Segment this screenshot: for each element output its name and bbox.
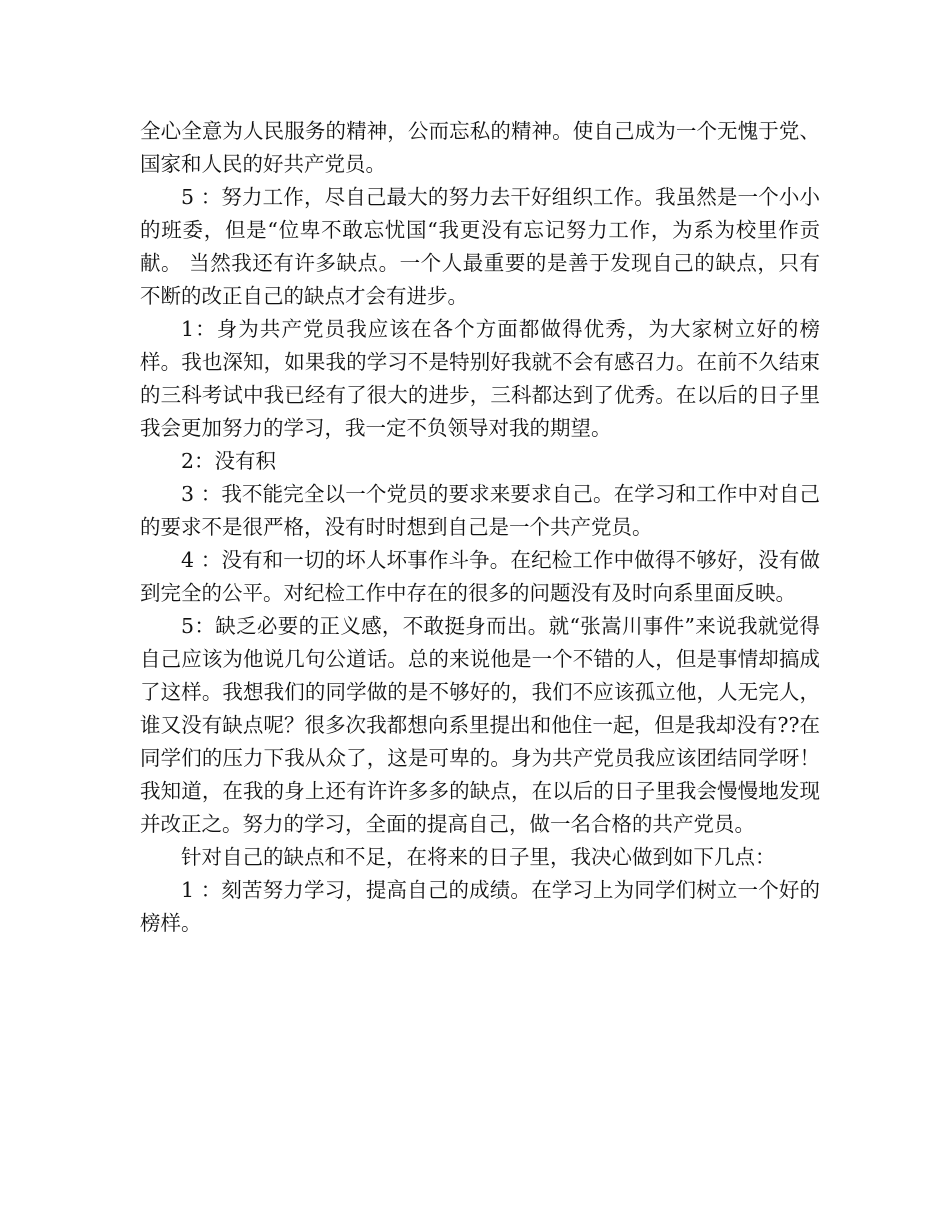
paragraph-9: 1 ：刻苦努力学习，提高自己的成绩。在学习上为同学们树立一个好的榜样。 bbox=[140, 878, 820, 935]
paragraph-2: 5 ：努力工作，尽自己最大的努力去干好组织工作。我虽然是一个小小的班委，但是“位卑不敢忘忧国“我更没有忘记努力工作，为系为校里作贡献。 当然我还有许多缺点。一个人最重要的是善于发现自己的缺点，只有不断的改正自己的缺点才会有进步。 bbox=[140, 185, 820, 308]
document-body bbox=[140, 115, 820, 940]
paragraph-4: 2：没有积 bbox=[181, 449, 277, 473]
paragraph-8: 针对自己的缺点和不足，在将来的日子里，我决心做到如下几点： bbox=[181, 845, 776, 869]
paragraph-7: 5：缺乏必要的正义感，不敢挺身而出。就“张嵩川事件”来说我就觉得自己应该为他说几句公道话。总的来说他是一个不错的人，但是事情却搞成了这样。我想我们的同学做的是不够好的，我们不应该孤立他，人无完人，谁又没有缺点呢？很多次我都想向系里提出和他住一起，但是我却没有??在同学们的压力下我从众了，这是可卑的。身为共产党员我应该团结同学呀！我知道，在我的身上还有许许多多的缺点，在以后的日子里我会慢慢地发现并改正之。努力的学习，全面的提高自己，做一名合格的共产党员。 bbox=[140, 614, 820, 836]
paragraph-3: 1：身为共产党员我应该在各个方面都做得优秀，为大家树立好的榜样。我也深知，如果我的学习不是特别好我就不会有感召力。在前不久结束的三科考试中我已经有了很大的进步，三科都达到了优秀。在以后的日子里我会更加努力的学习，我一定不负领导对我的期望。 bbox=[140, 317, 820, 440]
paragraph-1: 全心全意为人民服务的精神，公而忘私的精神。使自己成为一个无愧于党、国家和人民的好共产党员。 bbox=[140, 119, 820, 176]
paragraph-5: 3 ：我不能完全以一个党员的要求来要求自己。在学习和工作中对自己的要求不是很严格，没有时时想到自己是一个共产党员。 bbox=[140, 482, 820, 539]
paragraph-6: 4 ：没有和一切的坏人坏事作斗争。在纪检工作中做得不够好，没有做到完全的公平。对纪检工作中存在的很多的问题没有及时向系里面反映。 bbox=[140, 548, 820, 605]
